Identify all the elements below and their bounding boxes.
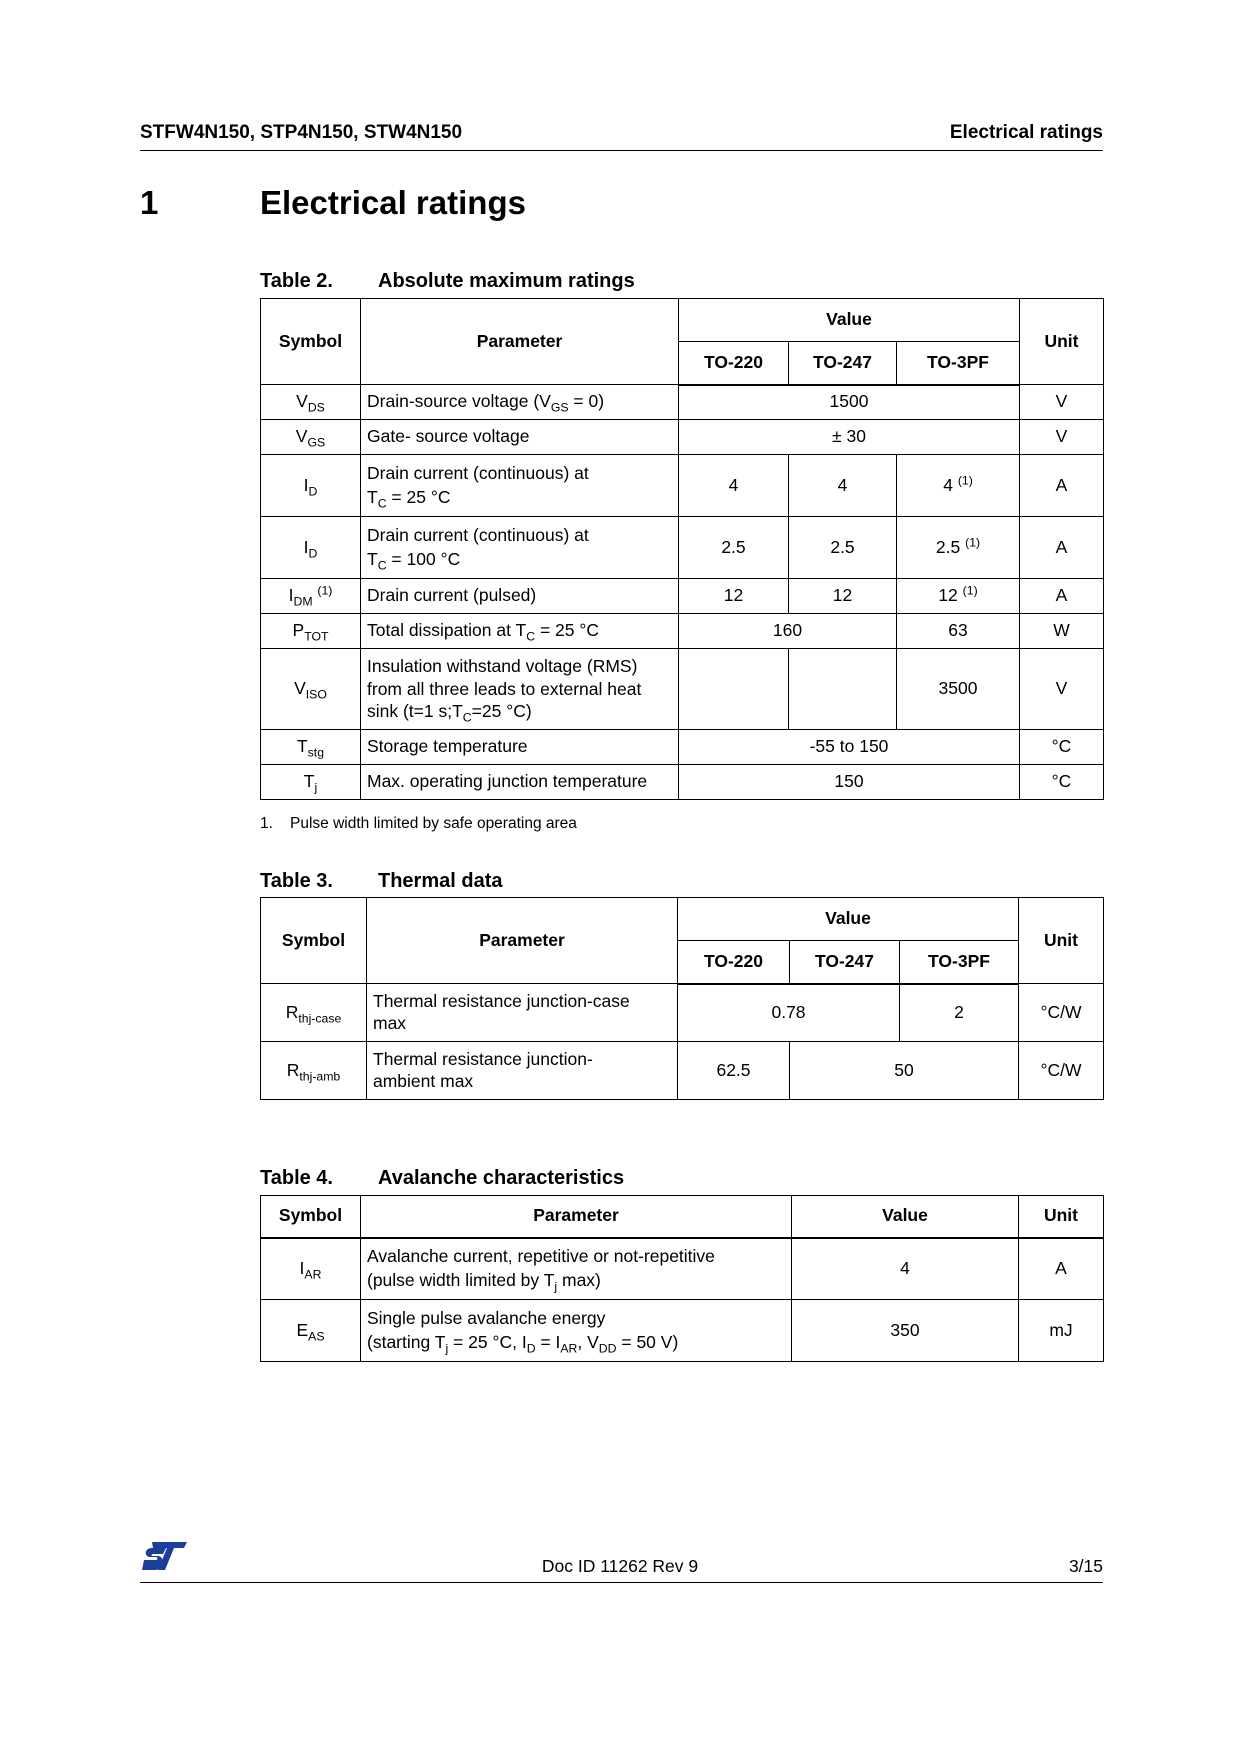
footnote-text: Pulse width limited by safe operating area xyxy=(290,815,577,832)
table-row xyxy=(261,614,1104,649)
unit-cell: A xyxy=(1020,455,1104,517)
value-cell: 4 xyxy=(789,455,897,517)
table-row xyxy=(261,455,1104,517)
unit-cell: A xyxy=(1020,517,1104,579)
value-cell: 4 xyxy=(792,1238,1019,1300)
running-header-section: Electrical ratings xyxy=(949,122,1103,143)
t3-header-value: Value xyxy=(678,898,1019,941)
parameter-cell: Max. operating junction temperature xyxy=(361,765,679,800)
value-cell: 0.78 xyxy=(678,984,900,1042)
parameter-cell: Total dissipation at $T_C = 25$ °C xyxy=(361,614,679,649)
table-row xyxy=(261,1300,1104,1362)
value-cell: ± 30 xyxy=(679,420,1020,455)
table-row xyxy=(261,517,1104,579)
t2-header-unit: Unit xyxy=(1020,299,1104,385)
running-header-products: STFW4N150, STP4N150, STW4N150 xyxy=(140,122,463,143)
table3-title: Thermal data xyxy=(378,870,503,892)
table-row xyxy=(261,579,1104,614)
symbol-cell: $V_{GS}$ xyxy=(261,420,361,455)
t4-header-unit: Unit xyxy=(1019,1196,1104,1238)
parameter-cell: Drain current (continuous) at $T_C = 100$ °C xyxy=(361,517,679,579)
footnote-number: 1. xyxy=(260,815,273,832)
value-cell: 350 xyxy=(792,1300,1019,1362)
footnote-ref: (1) xyxy=(962,583,978,598)
symbol-cell: $V_{DS}$ xyxy=(261,385,361,420)
table-row xyxy=(261,1238,1104,1300)
table4-caption xyxy=(260,1167,624,1190)
value-cell: 12 xyxy=(789,579,897,614)
table-row xyxy=(261,649,1104,730)
value-cell: 4 $^{(1)}$ xyxy=(897,455,1020,517)
unit-cell: mJ xyxy=(1019,1300,1104,1362)
value-cell: 50 xyxy=(790,1042,1019,1100)
value-cell: 12 xyxy=(679,579,789,614)
footnote-ref: (1) xyxy=(957,472,973,487)
unit-cell: V xyxy=(1020,649,1104,730)
t4-header-symbol: Symbol xyxy=(261,1196,361,1238)
parameter-cell: Thermal resistance junction-case max xyxy=(367,984,678,1042)
value-cell: 2 xyxy=(900,984,1019,1042)
unit-cell: °C xyxy=(1020,765,1104,800)
t3-header-to220: TO-220 xyxy=(678,941,790,984)
parameter-cell: Drain current (pulsed) xyxy=(361,579,679,614)
footer-page-number: 3/15 xyxy=(1068,1556,1103,1576)
symbol-cell: $V_{ISO}$ xyxy=(261,649,361,730)
value-cell: 4 xyxy=(679,455,789,517)
symbol-cell: $R_{thj-amb}$ xyxy=(261,1042,367,1100)
value-cell: 12 $^{(1)}$ xyxy=(897,579,1020,614)
symbol-cell: $T_j$ xyxy=(261,765,361,800)
value-cell: 63 xyxy=(897,614,1020,649)
table-row xyxy=(261,1042,1104,1100)
avalanche-characteristics-table xyxy=(260,1195,1104,1362)
section-title: Electrical ratings xyxy=(260,184,526,221)
section-number: 1 xyxy=(140,184,159,221)
value-cell xyxy=(789,649,897,730)
t4-header-parameter: Parameter xyxy=(361,1196,792,1238)
footnote-ref: (1) xyxy=(965,534,981,549)
parameter-cell: Drain current (continuous) at $T_C = 25$ °C xyxy=(361,455,679,517)
footer-doc-id: Doc ID 11262 Rev 9 xyxy=(541,1556,699,1576)
table2-label: Table 2. xyxy=(260,270,333,292)
table-row xyxy=(261,385,1104,420)
symbol-cell: $P_{TOT}$ xyxy=(261,614,361,649)
value-cell: -55 to 150 xyxy=(679,730,1020,765)
t2-header-value: Value xyxy=(679,299,1020,342)
parameter-cell: Drain-source voltage $(V_{GS} = 0)$ xyxy=(361,385,679,420)
value-cell: 3500 xyxy=(897,649,1020,730)
table2-title: Absolute maximum ratings xyxy=(378,270,635,292)
parameter-cell: Thermal resistance junction- ambient max xyxy=(367,1042,678,1100)
unit-cell: °C/W xyxy=(1019,984,1104,1042)
header-rule xyxy=(140,150,1103,151)
t2-header-parameter: Parameter xyxy=(361,299,679,385)
value-cell: 2.5 $^{(1)}$ xyxy=(897,517,1020,579)
value-cell: 1500 xyxy=(679,385,1020,420)
table-row xyxy=(261,730,1104,765)
parameter-cell: Storage temperature xyxy=(361,730,679,765)
t3-header-to247: TO-247 xyxy=(790,941,900,984)
table4-title: Avalanche characteristics xyxy=(378,1167,625,1189)
symbol-cell: $I_D$ xyxy=(261,517,361,579)
footer-rule xyxy=(140,1582,1103,1583)
t2-header-to220: TO-220 xyxy=(679,342,789,385)
absolute-maximum-ratings-table xyxy=(260,298,1104,800)
symbol-cell: $I_{DM}$ $^{(1)}$ xyxy=(261,579,361,614)
table3-caption xyxy=(260,870,502,893)
t3-header-unit: Unit xyxy=(1019,898,1104,984)
t2-header-to3pf: TO-3PF xyxy=(897,342,1020,385)
unit-cell: A xyxy=(1020,579,1104,614)
symbol-cell: $T_{stg}$ xyxy=(261,730,361,765)
parameter-cell: Insulation withstand voltage (RMS) from all three leads to external heat sink (t=1 $s;T_C=25$ °C) xyxy=(361,649,679,730)
t4-header-value: Value xyxy=(792,1196,1019,1238)
t3-header-symbol: Symbol xyxy=(261,898,367,984)
value-cell: 2.5 xyxy=(679,517,789,579)
unit-cell: W xyxy=(1020,614,1104,649)
t2-header-symbol: Symbol xyxy=(261,299,361,385)
parameter-cell: Single pulse avalanche energy (starting $T_j = 25$ °C, $I_D = I_{AR}$, $V_{DD} = 50$ V) xyxy=(361,1300,792,1362)
table-row xyxy=(261,984,1104,1042)
unit-cell: A xyxy=(1019,1238,1104,1300)
table2-footnote xyxy=(260,815,577,833)
unit-cell: °C/W xyxy=(1019,1042,1104,1100)
table-row xyxy=(261,420,1104,455)
value-cell xyxy=(679,649,789,730)
unit-cell: V xyxy=(1020,385,1104,420)
table4-label: Table 4. xyxy=(260,1167,333,1189)
t3-header-parameter: Parameter xyxy=(367,898,678,984)
value-cell: 2.5 xyxy=(789,517,897,579)
table2-caption xyxy=(260,270,635,293)
parameter-cell: Avalanche current, repetitive or not-repetitive (pulse width limited by $T_j$ max) xyxy=(361,1238,792,1300)
unit-cell: °C xyxy=(1020,730,1104,765)
symbol-cell: $R_{thj-case}$ xyxy=(261,984,367,1042)
thermal-data-table xyxy=(260,897,1104,1100)
symbol-cell: $I_{AR}$ xyxy=(261,1238,361,1300)
value-cell: 62.5 xyxy=(678,1042,790,1100)
parameter-cell: Gate- source voltage xyxy=(361,420,679,455)
symbol-cell: $E_{AS}$ xyxy=(261,1300,361,1362)
value-cell: 160 xyxy=(679,614,897,649)
t2-header-to247: TO-247 xyxy=(789,342,897,385)
symbol-cell: $I_D$ xyxy=(261,455,361,517)
table3-label: Table 3. xyxy=(260,870,333,892)
unit-cell: V xyxy=(1020,420,1104,455)
table-row xyxy=(261,765,1104,800)
footnote-ref: (1) xyxy=(317,583,333,598)
value-cell: 150 xyxy=(679,765,1020,800)
t3-header-to3pf: TO-3PF xyxy=(900,941,1019,984)
